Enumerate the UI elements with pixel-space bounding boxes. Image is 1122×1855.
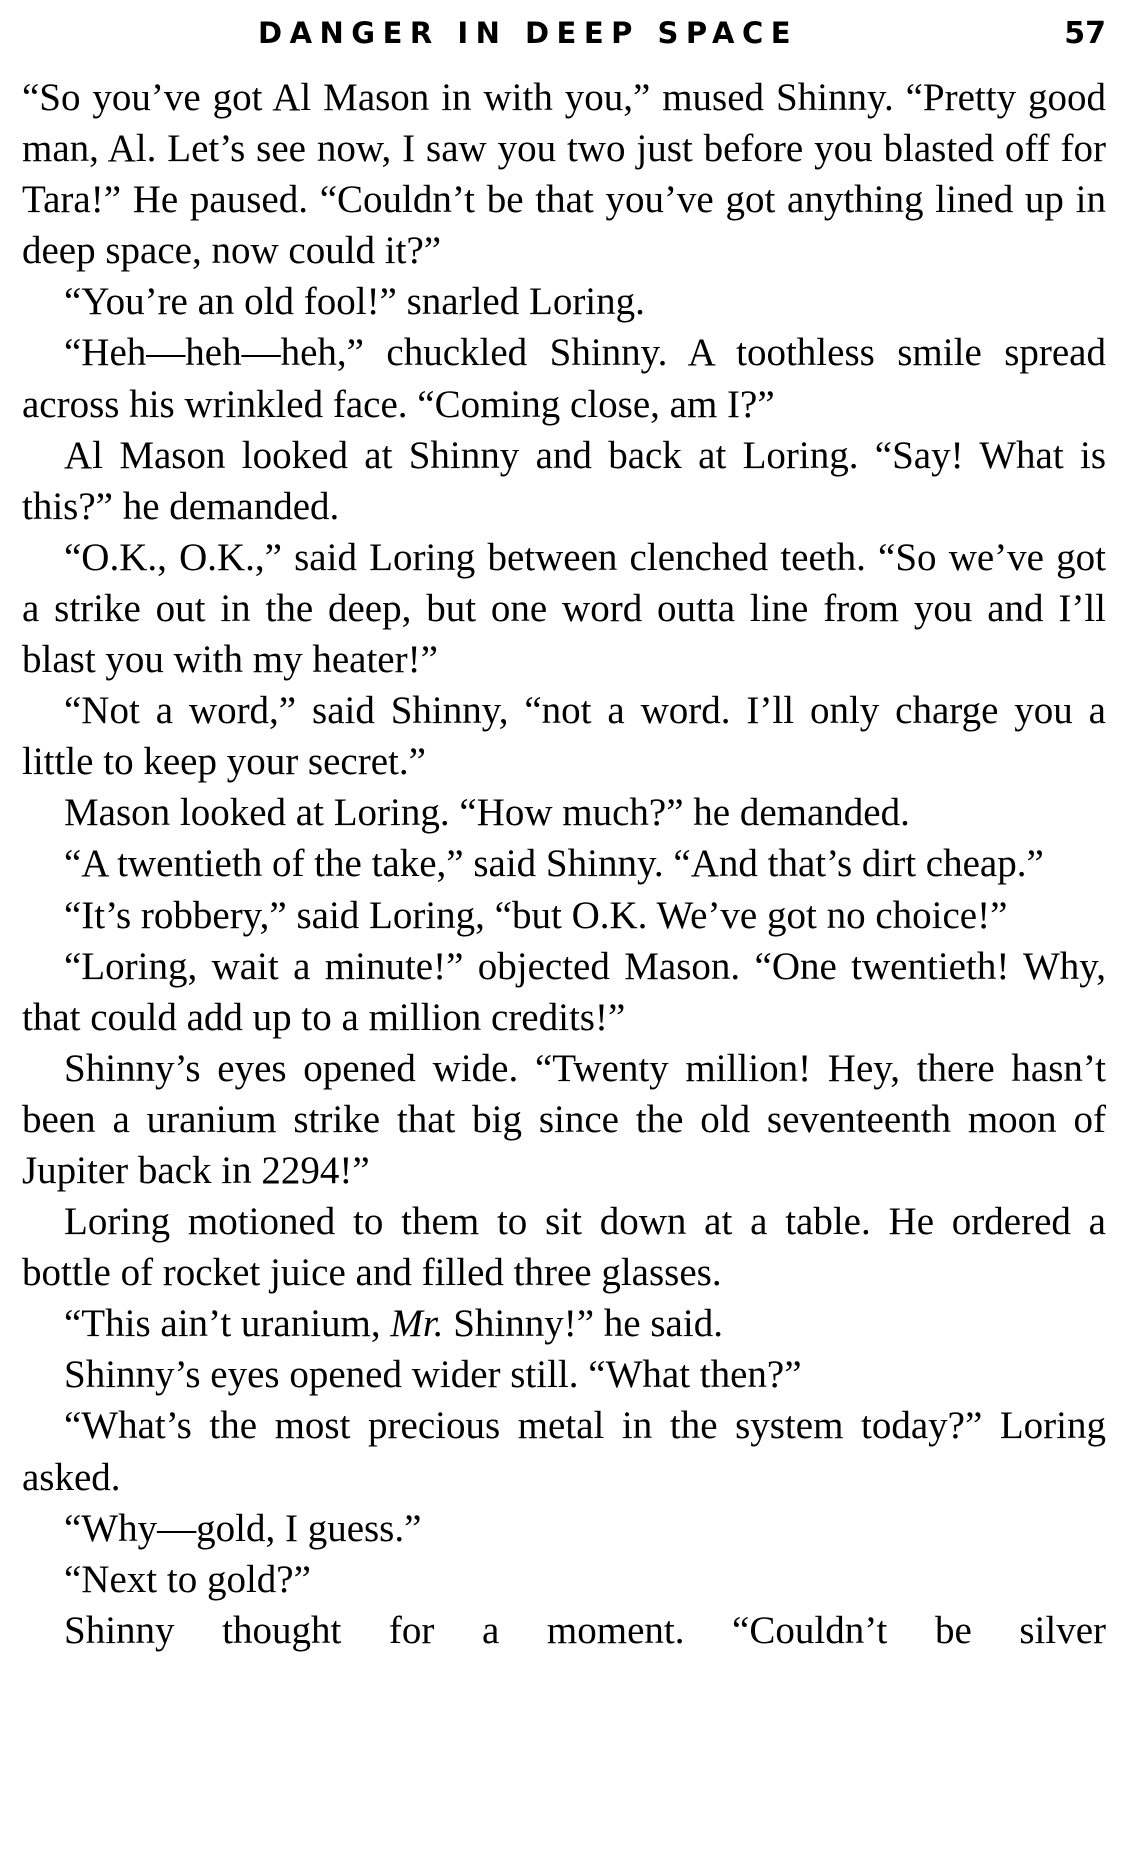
paragraph: “Why—gold, I guess.” — [64, 1506, 422, 1550]
paragraph: “Loring, wait a minute!” objected Mason. “One twentieth! Why, that could add up to a million credits!” — [22, 944, 1106, 1039]
emphasized-word: Mr. — [390, 1302, 444, 1346]
paragraph: “Heh—heh—heh,” chuckled Shinny. A toothless smile spread across his wrinkled face. “Coming close, am I?” — [22, 331, 1106, 426]
paragraph: Mason looked at Loring. “How much?” he demanded. — [64, 791, 910, 835]
paragraph: Al Mason looked at Shinny and back at Loring. “Say! What is this?” he demanded. — [22, 433, 1106, 528]
paragraph: Loring motioned to them to sit down at a table. He ordered a bottle of rocket juice and filled three glasses. — [22, 1200, 1106, 1295]
paragraph: “So you’ve got Al Mason in with you,” mused Shinny. “Pretty good man, Al. Let’s see now, I saw you two just before you blasted off for Tara!” He paused. “Couldn’t be that you’ve got anything lined up in deep space, now could it?” — [22, 76, 1106, 273]
book-page — [22, 14, 1106, 1844]
paragraph: “A twentieth of the take,” said Shinny. “And that’s dirt cheap.” — [64, 842, 1044, 886]
paragraph: Shinny’s eyes opened wider still. “What then?” — [64, 1353, 802, 1397]
body-text — [22, 72, 1106, 1656]
paragraph: “What’s the most precious metal in the system today?” Loring asked. — [22, 1404, 1106, 1499]
paragraph: “You’re an old fool!” snarled Loring. — [64, 280, 645, 324]
paragraph-with-emphasis — [22, 1298, 1106, 1349]
paragraph-continues-next-page: Shinny thought for a moment. “Couldn’t be silver — [64, 1608, 1106, 1652]
paragraph: “O.K., O.K.,” said Loring between clenched teeth. “So we’ve got a strike out in the deep, but one word outta line from you and I’ll blast you with my heater!” — [22, 535, 1106, 682]
paragraph: “Not a word,” said Shinny, “not a word. I’ll only charge you a little to keep your secret.” — [22, 689, 1106, 784]
paragraph-text-after-emphasis: Shinny!” he said. — [443, 1302, 723, 1346]
running-head — [22, 14, 1106, 60]
page-number: 57 — [1064, 16, 1106, 51]
paragraph: “It’s robbery,” said Loring, “but O.K. We’ve got no choice!” — [64, 893, 1008, 937]
running-title: DANGER IN DEEP SPACE — [258, 16, 799, 50]
paragraph: “Next to gold?” — [64, 1557, 311, 1601]
paragraph: Shinny’s eyes opened wide. “Twenty million! Hey, there hasn’t been a uranium strike that big since the old seventeenth moon of Jupiter back in 2294!” — [22, 1046, 1106, 1192]
paragraph-text-before-emphasis: “This ain’t uranium, — [64, 1302, 391, 1346]
